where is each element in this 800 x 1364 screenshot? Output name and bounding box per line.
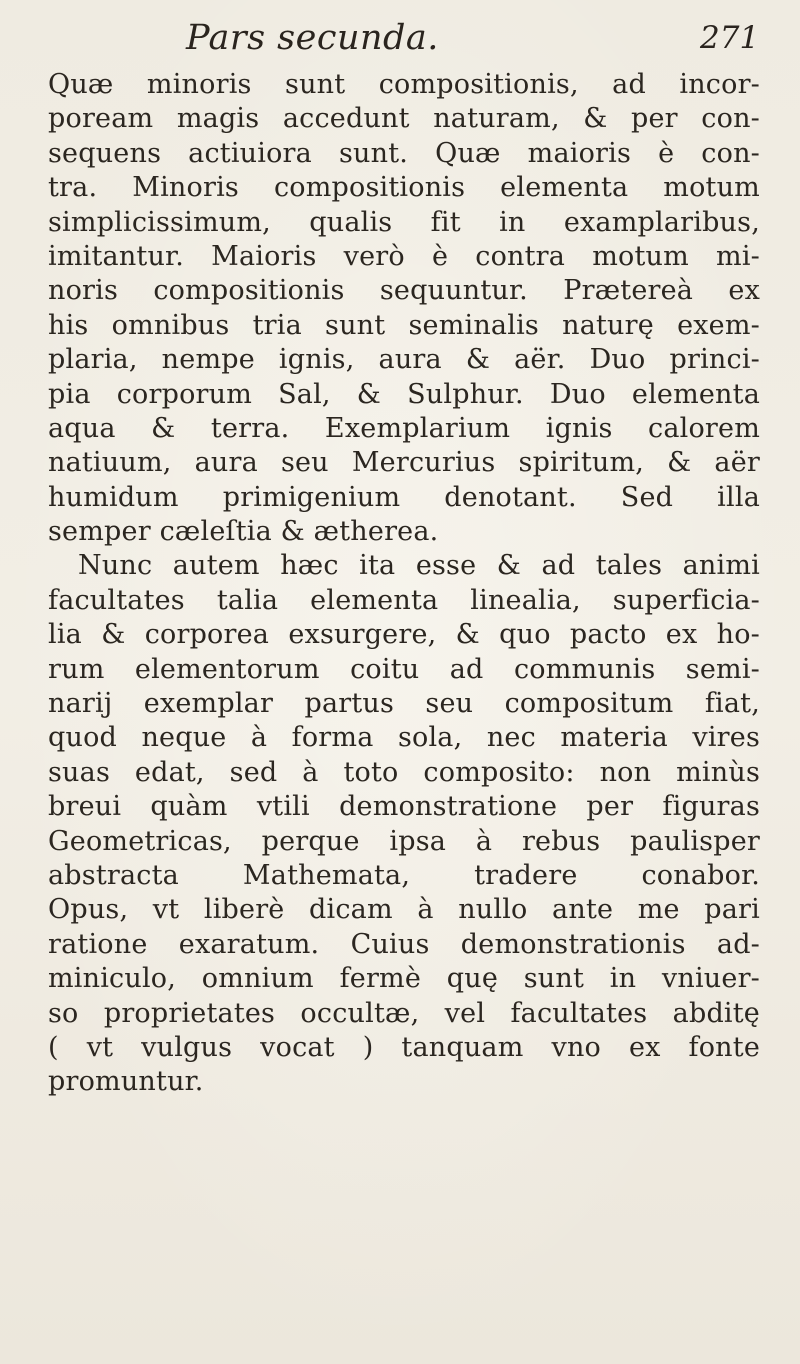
text-line: Quæ minoris sunt compositionis, ad incor- [48,69,760,100]
text-line: natiuum, aura seu Mercurius spiritum, & aër [48,447,760,479]
text-line: lia & corporea exsurgere, & quo pacto ex ho- [48,619,760,651]
page-number: 271 [700,20,760,56]
show-through-shadow [150,1242,650,1302]
text-line: quod neque à forma sola, nec materia vires [48,722,760,754]
text-line: rum elementorum coitu ad communis semi- [48,653,760,685]
text-line: narij exemplar partus seu compositum fiat, [48,688,760,720]
paragraph-start-line: Nunc autem hæc ita esse & ad tales animi [78,550,760,582]
text-line: breui quàm vtili demonstratione per figuras [48,791,760,823]
text-line: suas edat, sed à toto composito: non minùs [48,756,760,788]
text-line: aqua & terra. Exemplarium ignis calorem [48,412,760,444]
text-line: Geometricas, perque ipsa à rebus paulisper [48,825,760,857]
text-line: Opus, vt liberè dicam à nullo ante me pari [48,894,760,926]
text-line: abstracta Mathemata, tradere conabor. [48,859,760,891]
text-line: imitantur. Maioris verò è contra motum mi- [48,240,760,272]
body-text [48,68,760,1100]
text-line: simplicissimum, qualis fit in examplaribus, [48,206,760,238]
text-line: miniculo, omnium fermè quę sunt in vniuer- [48,963,760,995]
text-line: ( vt vulgus vocat ) tanquam vno ex fonte [48,1031,760,1063]
text-line: his omnibus tria sunt seminalis naturę exem- [48,309,760,341]
text-line: pia corporum Sal, & Sulphur. Duo elementa [48,378,760,410]
running-head [0,16,800,64]
running-title: Pars secunda. [186,18,439,58]
text-line: plaria, nempe ignis, aura & aër. Duo princi- [48,344,760,376]
paragraph-end-line: semper cæleſtia & ætherea. [48,516,439,548]
text-line: facultates talia elementa linealia, superficia- [48,584,760,616]
text-line: tra. Minoris compositionis elementa motum [48,172,760,204]
text-line: so proprietates occultæ, vel facultates abditę [48,997,760,1029]
text-line: sequens actiuiora sunt. Quæ maioris è con- [48,137,760,169]
text-line: humidum primigenium denotant. Sed illa [48,481,760,513]
text-line: poream magis accedunt naturam, & per con- [48,103,760,135]
text-line: ratione exaratum. Cuius demonstrationis ad- [48,928,760,960]
paragraph-end-line: promuntur. [48,1066,204,1098]
text-line: noris compositionis sequuntur. Prætereà ex [48,275,760,307]
